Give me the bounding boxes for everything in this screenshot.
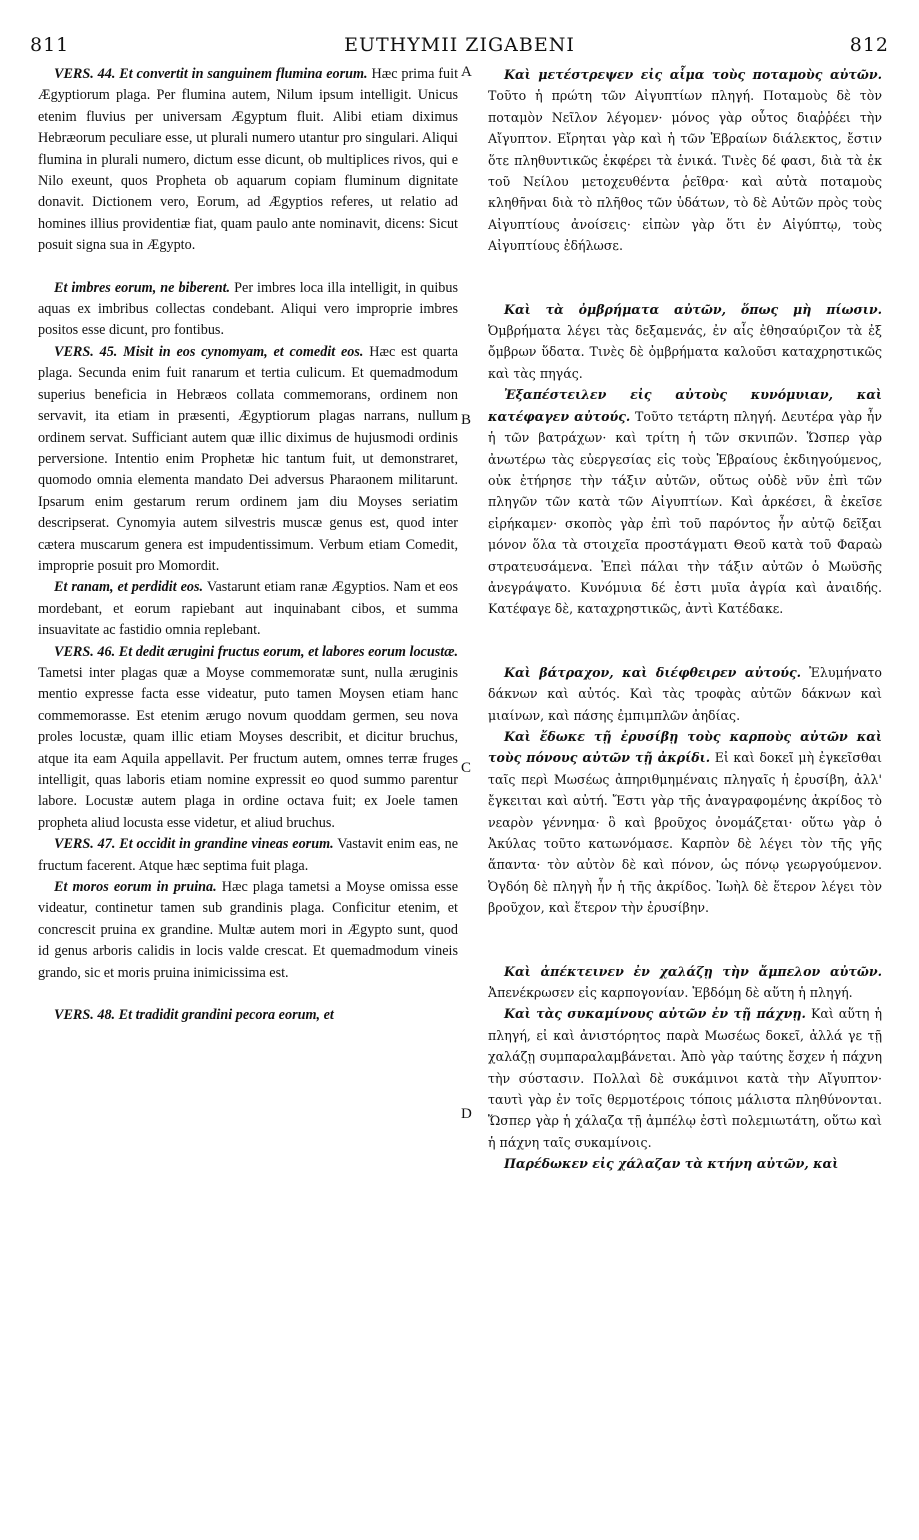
- verse-lemma: Καὶ βάτραχον, καὶ διέφθειρεν αὐτούς.: [504, 664, 802, 680]
- commentary-text: Εἰ καὶ δοκεῖ μὴ ἐγκεῖσθαι ταῖς περὶ Μωσέως ἀπηριθμημέναις πληγαῖς ἡ ἐρυσίβη, ἀλλ' ἔγκειται καὶ αὐτή. Ἔστι γὰρ τῆς ἀναγραφομένης ἀκρίδος τὸ νεαρὸν γέννημα· ὃ καὶ βροῦχος ὀνομάζεται· οὕτω γὰρ ὁ Ἀκύλας τοῦτο κατωνόμασε. Καρπὸν δὲ λέγει τὸν τῆς γῆς ἅπαντα· τὸν αὐτὸν δὲ καὶ πόνον, ὡς πόνῳ γεωργούμενον. Ὀγδόη δὲ πληγὴ ἦν ἡ τῆς ἀκρίδος. Ἰωὴλ δὲ ἕτερον λέγει τὸν βροῦχον, καὶ ἕτερον τὴν ἐρυσίβην.: [488, 750, 882, 916]
- verse-lemma: Καὶ ἔδωκε τῇ ἐρυσίβῃ τοὺς καρποὺς αὐτῶν καὶ τοὺς πόνους αὐτῶν τῇ ἀκρίδι.: [488, 728, 882, 766]
- verse-lemma: Καὶ μετέστρεψεν εἰς αἷμα τοὺς ποταμοὺς αὐτῶν.: [504, 67, 882, 82]
- page-number-left: 811: [30, 34, 70, 56]
- margin-marker-c: C: [461, 760, 472, 776]
- greek-paragraph: [488, 726, 882, 919]
- margin-marker-a: A: [461, 64, 472, 80]
- verse-lemma: VERS. 46. Et dedit ærugini fructus eorum, et labores eorum locustæ.: [54, 643, 458, 660]
- commentary-text: Τοῦτο ἡ πρώτη τῶν Αἰγυπτίων πληγή. Ποταμοὺς δὲ τὸν ποταμὸν Νεῖλον λέγομεν· μόνος γὰρ οὗτος διαῤῥέει τὴν Αἴγυπτον. Εἴρηται γὰρ καὶ ἡ τῶν Ἑβραίων διάλεκτος, ἔστιν ὅτε πληθυντικῶς ἐκφέρει τὰ ἑνικά. Τινὲς δέ φασι, διὰ τὰ ἐκ τοῦ Νείλου μετοχευθέντα ῥεῖθρα· καὶ αὐτὰ ποταμοὺς κληθῆναι διὰ τὸ πλῆθος τῶν ὑδάτων, τὸ δὲ Αὐτῶν πρὸς τοὺς Αἰγυπτίους ἀνοίσεις· εἰπὼν γὰρ ὅτι ἐν Αἰγύπτῳ, τοὺς Αἰγυπτίους ἐδήλωσε.: [488, 88, 882, 254]
- commentary-text: Hæc prima fuit Ægyptiorum plaga. Per flumina autem, Nilum ipsum intelligit. Unicus etenim fluvius per universam Ægyptum fluit. Alibi etiam diximus Hebræorum peculiare esse, ut plurali numero utantur pro singulari. Aliqui flumina in plurali numero, dictum esse dicunt, ob multiplices rivos, qui e Nilo exeunt, quos Propheta ob aquarum copiam fluminum dignitate donavit. Dictionem vero, Eorum, ad Ægyptios referes, ut relatio ad homines illius providentiæ fiat, quam paulo ante nominavit, dicens: Sicut posuit signa sua in Ægypto.: [38, 66, 459, 254]
- greek-paragraph: [488, 1003, 882, 1153]
- verse-lemma: VERS. 47. Et occidit in grandine vineas eorum.: [54, 836, 334, 853]
- latin-paragraph: [38, 577, 458, 641]
- verse-lemma: Παρέδωκεν εἰς χάλαζαν τὰ κτήνη αὐτῶν, καὶ: [504, 1156, 839, 1172]
- verse-lemma: Et moros eorum in pruina.: [54, 879, 217, 896]
- greek-paragraph: [488, 662, 882, 726]
- greek-paragraph: [488, 1153, 882, 1174]
- commentary-text: Ὀμβρήματα λέγει τὰς δεξαμενάς, ἐν αἷς ἐθησαύριζον τὰ ἐξ ὄμβρων ὕδατα. Τινὲς δὲ ὀμβρήματα καλοῦσι καταχρηστικῶς καὶ τὰς πηγάς.: [488, 323, 882, 381]
- verse-lemma: Et imbres eorum, ne biberent.: [54, 279, 231, 296]
- latin-paragraph: [38, 642, 458, 835]
- commentary-text: Ἀπενέκρωσεν εἰς καρπογονίαν. Ἑβδόμη δὲ αὕτη ἡ πληγή.: [488, 985, 853, 1001]
- verse-lemma: Καὶ ἀπέκτεινεν ἐν χαλάζῃ τὴν ἄμπελον αὐτῶν.: [504, 963, 882, 979]
- verse-lemma: Καὶ τὰς συκαμίνους αὐτῶν ἐν τῇ πάχνῃ.: [504, 1006, 806, 1022]
- latin-paragraph: [38, 1005, 458, 1026]
- verse-lemma: Ἐξαπέστειλεν εἰς αὐτοὺς κυνόμυιαν, καὶ κατέφαγεν αὐτούς.: [488, 387, 882, 424]
- verse-lemma: VERS. 44. Et convertit in sanguinem flumina eorum.: [54, 66, 368, 82]
- greek-paragraph: [488, 384, 882, 619]
- running-title: EUTHYMII ZIGABENI: [344, 34, 575, 56]
- verse-lemma: Et ranam, et perdidit eos.: [54, 579, 204, 596]
- commentary-text: Καὶ αὕτη ἡ πληγή, εἰ καὶ ἀνιστόρητος παρὰ Μωσέως δοκεῖ, ἀλλά γε τῇ χαλάζῃ συμπαραλαμβάνεται. Ἀπὸ γὰρ ταύτης ἔσχεν ἡ πάχνη τὴν σύστασιν. Πολλαὶ δὲ συκάμινοι κατὰ τὴν Αἴγυπτον· ταυτὶ γὰρ ἐν τοῖς θερμοτέροις τόποις μάλιστα πληθύνονται. Ὥσπερ γὰρ ἡ χάλαζα τῇ ἀμπέλῳ ἐστὶ πολεμιωτάτη, οὕτω καὶ ἡ πάχνη ταῖς συκαμίνοις.: [488, 1006, 882, 1150]
- commentary-text: Vastarunt etiam ranæ Ægyptios. Nam et eos mordebant, et eorum rapiebant aut inquinabant cibos, et summa insuavitate ac fastidio omnia replebant.: [38, 579, 458, 639]
- page-number-right: 812: [849, 34, 889, 56]
- commentary-text: Per imbres loca illa intelligit, in quibus aquas ex imbribus collectas condebant. Aliqui vero improprie imbres positos esse dicunt, pro fontibus.: [38, 279, 459, 339]
- commentary-text: Ἐλυμήνατο δάκνων καὶ αὐτός. Καὶ τὰς τροφὰς αὐτῶν δάκνων καὶ μιαίνων, καὶ πάσης ἐμπιμπλῶν ἀηδίας.: [488, 664, 882, 723]
- latin-paragraph: [38, 877, 458, 984]
- commentary-text: Hæc plaga tametsi a Moyse omissa esse videatur, continetur tamen sub grandinis plaga. Conficitur etenim, et concrescit pruina ex grandine. Multæ autem mori in Ægypto sunt, quod id genus arboris calidis in locis valde crescat. Et quemadmodum vineis grando, sic et moris pruina inimicissima est.: [38, 879, 458, 981]
- latin-paragraph: [38, 278, 458, 342]
- commentary-text: Hæc est quarta plaga. Secunda enim fuit ranarum et tertia culicum. Et quemadmodum superius beneficia in Hebræos collata commemorans, ordinem non servavit, ita etiam in præsenti, Ægyptiorum plagas narrans, nullum ordinem servat. Sufficiant autem quæ illic diximus de hujusmodi ordinis perversione. Intentio enim Prophetæ hic tantum fuit, ut demonstraret, quomodo omnia elementa mandato Dei adversus Pharaonem militarunt. Ipsarum enim gestarum rerum ordinem jam diu Moyses seriatim descripserat. Cynomyia autem silvestris muscæ genus est, quod inter cætera muscarum genera est impudentissimum. Verbum etiam Comedit, improprie posuit pro Momordit.: [38, 343, 458, 574]
- verse-lemma: VERS. 45. Misit in eos cynomyam, et comedit eos.: [54, 343, 364, 360]
- commentary-text: Τοῦτο τετάρτη πληγή. Δευτέρα γὰρ ἦν ἡ τῶν βατράχων· καὶ τρίτη ἡ τῶν σκνιπῶν. Ὥσπερ γὰρ ἀνωτέρω τὰς εὐεργεσίας εἰς τοὺς Ἑβραίους ἐκδιηγούμενος, οὐκ ἐτήρησε τὴν τάξιν αὐτῶν, οὕτως οὐδὲ νῦν ἐπὶ τῶν πληγῶν τῶν κατὰ τῶν Αἰγυπτίων. Καὶ ἀρκέσει, ἃ ἐκεῖσε εἰρήκαμεν· σκοπὸς γὰρ ἐπὶ τοῦ παρόντος ἦν αὐτῷ δεῖξαι μόνον ὅλα τὰ στοιχεῖα προστάγματι Θεοῦ κατὰ τοῦ Φαραὼ στρατευσάμενα. Ἐπεὶ πάλαι τὴν τάξιν αὐτῶν ὁ Μωϋσῆς ἀνεγράψατο. Κυνόμυια δέ ἐστι μυῖα ἀγρία καὶ ἀναιδής. Κατέφαγε δὲ, καταχρηστικῶς, ἀντὶ Κατέδακε.: [488, 408, 882, 617]
- greek-paragraph: [488, 961, 882, 1004]
- margin-marker-d: D: [461, 1106, 472, 1122]
- verse-lemma: VERS. 48. Et tradidit grandini pecora eorum, et: [54, 1007, 334, 1024]
- commentary-text: Tametsi inter plagas quæ a Moyse commemoratæ sunt, nulla æruginis mentio expresse facta esse videatur, puto tamen Moysen etiam hanc commemorasse. Est etenim ærugo novum quoddam germen, seu nova proles locustæ, quam illic etiam Moyses describit, et dicitur bruchus, atque ita eam Aquila appellavit. Per fructum autem, omnes terræ fruges intelligit, quas laboris etiam nomine expressit eo quod summo parentur labore. Locustæ autem plaga in ordine octava fuit; ex Joele tamen propheta aliud locusta esse videtur, et aliud bruchus.: [38, 664, 458, 831]
- latin-paragraph: [38, 64, 458, 257]
- greek-paragraph: [488, 64, 882, 257]
- latin-paragraph: [38, 834, 458, 877]
- latin-column: [38, 64, 458, 1026]
- greek-column: [488, 64, 882, 1175]
- margin-marker-b: B: [461, 412, 472, 428]
- verse-lemma: Καὶ τὰ ὀμβρήματα αὐτῶν, ὅπως μὴ πίωσιν.: [504, 301, 882, 317]
- greek-paragraph: [488, 299, 882, 385]
- latin-paragraph: [38, 342, 458, 577]
- commentary-text: Vastavit enim eas, ne fructum facerent. Atque hæc septima fuit plaga.: [38, 836, 458, 874]
- page-header: [30, 34, 889, 58]
